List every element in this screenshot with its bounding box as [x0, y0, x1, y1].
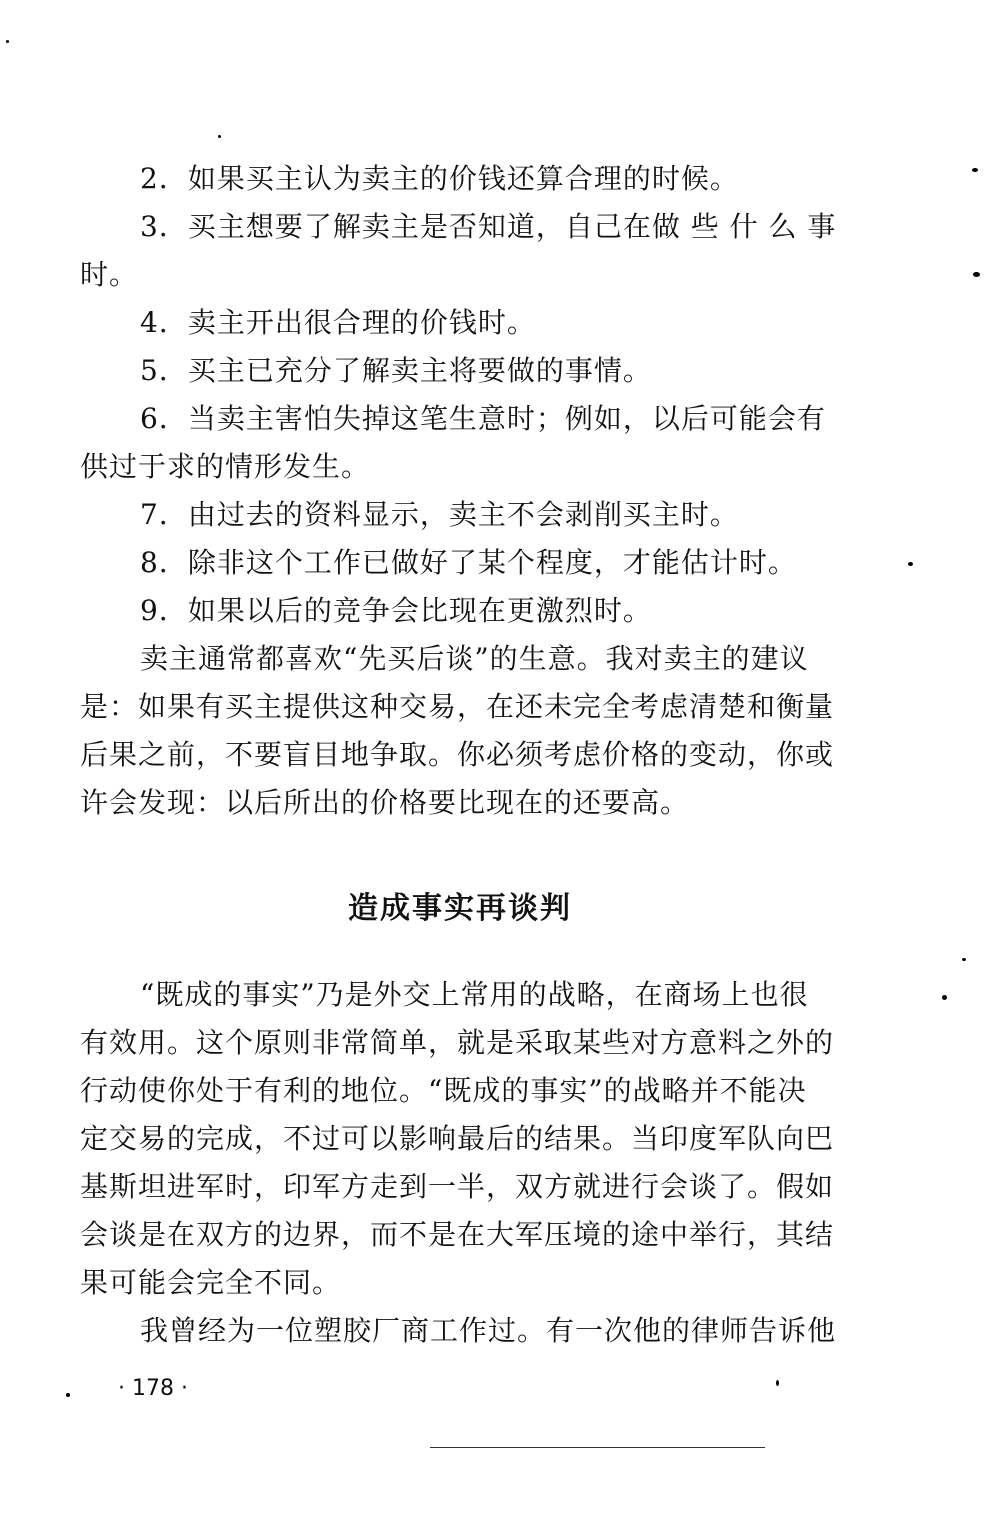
text-line: 9．如果以后的竞争会比现在更激烈时。 — [140, 594, 652, 627]
text-line: 4．卖主开出很合理的价钱时。 — [140, 306, 536, 339]
text-line: 果可能会完全不同。 — [80, 1266, 342, 1299]
text-line: 行动使你处于有利的地位。“既成的事实”的战略并不能决 — [80, 1074, 807, 1107]
text-line: 我曾经为一位塑胶厂商工作过。有一次他的律师告诉他 — [140, 1314, 837, 1347]
scan-speck — [973, 272, 980, 277]
list-section — [80, 155, 840, 827]
text-line: 后果之前，不要盲目地争取。你必须考虑价格的变动，你或 — [80, 738, 835, 771]
section-heading: 造成事实再谈判 — [348, 891, 572, 926]
page-number: · 178 · — [118, 1376, 188, 1401]
text-line: 5．买主已充分了解卖主将要做的事情。 — [140, 354, 652, 387]
scan-speck — [942, 995, 947, 1000]
scan-speck — [776, 1380, 779, 1386]
text-line: 会谈是在双方的边界，而不是在大军压境的途中举行，其结 — [80, 1218, 835, 1251]
text-line: 6．当卖主害怕失掉这笔生意时；例如，以后可能会有 — [140, 402, 826, 435]
text-line: “既成的事实”乃是外交上常用的战略，在商场上也很 — [140, 978, 809, 1011]
scan-speck — [962, 958, 966, 961]
scan-speck — [972, 168, 978, 172]
scan-speck — [908, 562, 913, 566]
footer-rule — [430, 1447, 765, 1448]
text-line: 3．买主想要了解卖主是否知道，自己在做 些 什 么 事 — [140, 210, 837, 243]
text-line: 8．除非这个工作已做好了某个程度，才能估计时。 — [140, 546, 797, 579]
section-body — [80, 971, 840, 1355]
scan-speck — [218, 135, 221, 138]
body-text — [80, 155, 840, 1355]
text-line: 许会发现：以后所出的价格要比现在的还要高。 — [80, 786, 690, 819]
text-line: 时。 — [80, 258, 139, 291]
text-line: 供过于求的情形发生。 — [80, 450, 371, 483]
text-line: 是：如果有买主提供这种交易，在还未完全考虑清楚和衡量 — [80, 690, 835, 723]
text-line: 2．如果买主认为卖主的价钱还算合理的时候。 — [140, 162, 739, 195]
text-line: 定交易的完成，不过可以影响最后的结果。当印度军队向巴 — [80, 1122, 835, 1155]
scan-speck — [66, 1393, 70, 1397]
text-line: 卖主通常都喜欢“先买后谈”的生意。我对卖主的建议 — [140, 642, 809, 675]
text-line: 有效用。这个原则非常简单，就是采取某些对方意料之外的 — [80, 1026, 835, 1059]
text-line: 7．由过去的资料显示，卖主不会剥削买主时。 — [140, 498, 739, 531]
scan-speck — [6, 40, 9, 43]
text-line: 基斯坦进军时，印军方走到一半，双方就进行会谈了。假如 — [80, 1170, 835, 1203]
